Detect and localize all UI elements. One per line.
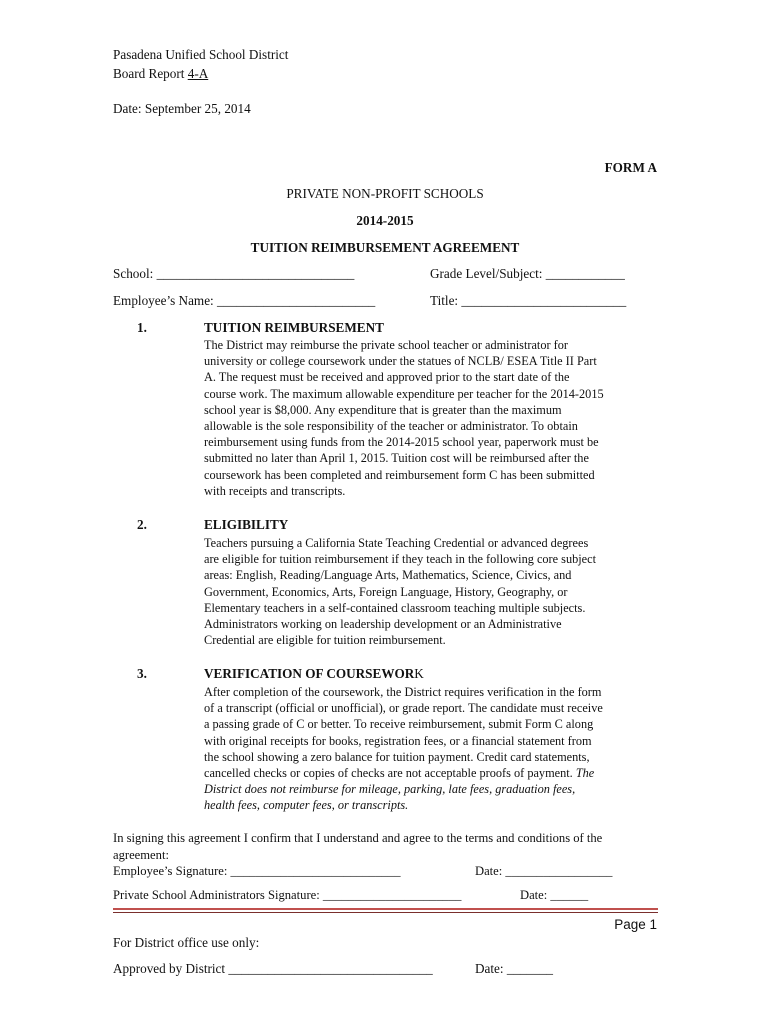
section-1-heading: TUITION REIMBURSEMENT — [204, 320, 384, 335]
body-line: The District may reimburse the private school teacher or administrator for — [204, 338, 568, 352]
title-line-3: TUITION REIMBURSEMENT AGREEMENT — [250, 240, 520, 255]
section-1-number: 1. — [137, 320, 147, 335]
section-2-heading: ELIGIBILITY — [204, 517, 289, 532]
approved-by-district-field[interactable]: Approved by District _______________________________ — [113, 961, 433, 976]
section-2-number: 2. — [137, 517, 147, 532]
body-line: allowable is the sole responsibility of the teacher or administrator. To obtain — [204, 419, 578, 434]
body-line-italic: The — [575, 766, 595, 781]
body-line: Elementary teachers in a self-contained classroom teaching multiple subjects. — [204, 600, 586, 615]
employee-signature-field[interactable]: Employee’s Signature: ___________________________ — [113, 864, 401, 878]
body-line: of a transcript (official or unofficial), or grade report. The candidate must receive — [204, 701, 603, 716]
body-line: school year is $8,000. Any expenditure that is greater than the maximum — [204, 402, 562, 417]
section-3-body — [204, 684, 659, 814]
body-line: with receipts and transcripts. — [204, 483, 346, 498]
district-name: Pasadena Unified School District — [113, 47, 289, 62]
employee-name-field[interactable]: Employee’s Name: ________________________ — [113, 293, 376, 308]
body-line: After completion of the coursework, the District requires verification in the form — [204, 685, 602, 699]
section-3-heading-tail: K — [414, 666, 424, 681]
section-2-body — [204, 535, 659, 648]
grade-level-field[interactable]: Grade Level/Subject: ____________ — [430, 266, 625, 281]
report-date: Date: September 25, 2014 — [113, 101, 251, 116]
footer-divider — [113, 908, 658, 910]
body-line: university or college coursework under the statues of NCLB/ ESEA Title II Part — [204, 354, 597, 369]
admin-date-field[interactable]: Date: ______ — [520, 888, 589, 902]
page-number: Page 1 — [614, 917, 657, 932]
form-label: FORM A — [604, 160, 657, 175]
body-line: are eligible for tuition reimbursement if they teach in the following core subject — [204, 552, 597, 567]
body-line: the school showing a zero balance for tuition payment. Credit card statements, — [204, 749, 590, 764]
office-use-label: For District office use only: — [113, 935, 260, 950]
body-line: submitted no later than April 1, 2015. Tuition cost will be reimbursed after the — [204, 451, 589, 466]
body-line-plain: cancelled checks or copies of checks are not acceptable proofs of payment. — [204, 766, 576, 781]
body-line: coursework has been completed and reimbursement form C has been submitted — [204, 467, 595, 482]
body-line-italic: health fees, computer fees, or transcripts. — [204, 798, 409, 813]
section-3-heading — [204, 666, 424, 682]
body-line: course work. The maximum allowable expenditure per teacher for the 2014-2015 — [204, 386, 604, 401]
title-line-1: PRIVATE NON-PROFIT SCHOOLS — [286, 186, 484, 201]
section-3-number: 3. — [137, 666, 147, 681]
body-line-italic: District does not reimburse for mileage, parking, late fees, graduation fees, — [204, 782, 576, 797]
body-line: A. The request must be received and approved prior to the start date of the — [204, 370, 570, 385]
body-line: a passing grade of C or better. To receive reimbursement, submit Form C along — [204, 717, 594, 732]
body-line: reimbursement using funds from the 2014-2015 school year, paperwork must be — [204, 435, 599, 450]
approval-date-field[interactable]: Date: _______ — [475, 961, 554, 976]
body-line: with original receipts for books, registration fees, or a financial statement from — [204, 733, 592, 748]
body-line — [204, 765, 659, 781]
section-1-body — [204, 337, 659, 499]
board-report-prefix: Board Report — [113, 66, 188, 81]
admin-signature-field[interactable]: Private School Administrators Signature: ______________________ — [113, 888, 462, 902]
agreement-line-1: In signing this agreement I confirm that I understand and agree to the terms and conditions of the — [113, 831, 603, 845]
employee-date-field[interactable]: Date: _________________ — [475, 864, 613, 878]
body-line: Credential are eligible for tuition reimbursement. — [204, 633, 446, 648]
title-line-2: 2014-2015 — [356, 213, 414, 228]
body-line: Teachers pursuing a California State Teaching Credential or advanced degrees — [204, 536, 589, 550]
agreement-line-2: agreement: — [113, 848, 169, 862]
body-line: Administrators working on leadership development or an Administrative — [204, 617, 562, 632]
footer-divider-thin — [113, 912, 658, 913]
body-line: areas: English, Reading/Language Arts, Mathematics, Science, Civics, and — [204, 568, 572, 583]
section-3-heading-bold: VERIFICATION OF COURSEWOR — [204, 666, 415, 681]
board-report-id: 4-A — [187, 66, 209, 81]
title-field[interactable]: Title: _________________________ — [430, 293, 627, 308]
school-field[interactable]: School: ______________________________ — [113, 266, 355, 281]
body-line: Government, Economics, Arts, Foreign Language, History, Geography, or — [204, 584, 568, 599]
board-report — [113, 66, 208, 82]
